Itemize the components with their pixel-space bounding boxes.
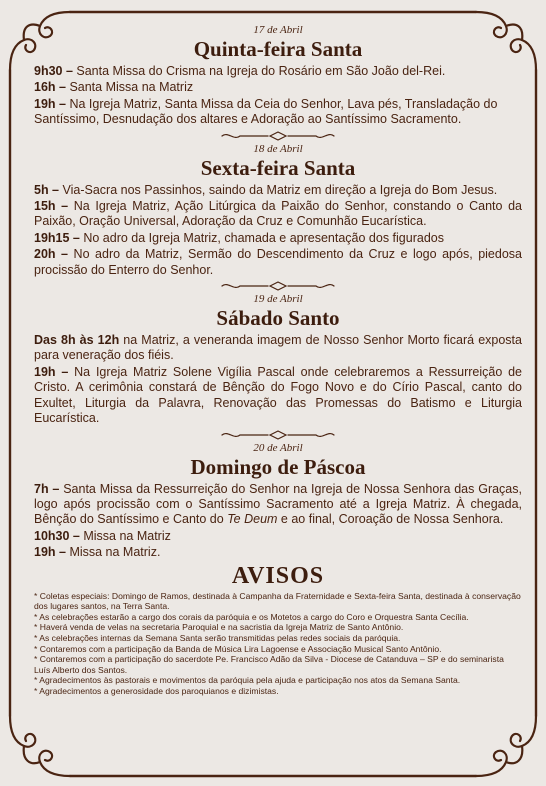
aviso-note: * Agradecimentos às pastorais e movimentos da paróquia pela ajuda e participação nos atos da Semana Santa. bbox=[34, 675, 461, 686]
section-date: 17 de Abril bbox=[253, 24, 303, 36]
section-date: 20 de Abril bbox=[253, 441, 303, 454]
schedule-item: 5h – Via-Sacra nos Passinhos, saindo da Matriz em direção a Igreja do Bom Jesus. bbox=[34, 182, 498, 197]
section-quinta-feira bbox=[34, 24, 522, 128]
divider-flourish-icon bbox=[218, 280, 338, 292]
schedule-item: 15h – Na Igreja Matriz, Ação Litúrgica da Paixão do Senhor, constando o Canto da Paixão, Oração Universal, Adoração da Cruz e Comunhão Eucarística. bbox=[34, 199, 522, 229]
section-title: Domingo de Páscoa bbox=[190, 454, 366, 479]
avisos-title: AVISOS bbox=[231, 562, 325, 589]
section-title: Quinta-feira Santa bbox=[193, 37, 363, 61]
schedule-item: 19h15 – No adro da Igreja Matriz, chamada e apresentação dos figurados bbox=[34, 230, 444, 245]
aviso-note: * As celebrações internas da Semana Santa serão transmitidas pelas redes sociais da paróquia. bbox=[34, 632, 401, 643]
schedule-item: 19h – Missa na Matriz. bbox=[34, 545, 161, 560]
schedule-item: 10h30 – Missa na Matriz bbox=[34, 528, 171, 543]
corner-scroll-ornament-bottom-right bbox=[476, 716, 536, 776]
schedule-item: 16h – Santa Missa na Matriz bbox=[34, 80, 194, 95]
aviso-note: * Contaremos com a participação da Banda de Música Lira Lagoense e Associação Musical Santo Antônio. bbox=[34, 643, 442, 654]
schedule-item: 19h – Na Igreja Matriz, Santa Missa da Ceia do Senhor, Lava pés, Transladação do Santíssimo, Desnudação dos altares e Adoração ao Santíssimo Sacramento. bbox=[34, 96, 498, 127]
section-title: Sábado Santo bbox=[216, 306, 340, 331]
schedule-item: 19h – Na Igreja Matriz Solene Vigília Pascal onde celebraremos a Ressurreição de Cristo. A cerimônia constará de Bênção do Fogo Novo e do Círio Pascal, canto do Exultet, Liturgia da Palavra, Renovação das Promessas do Batismo e Liturgia Eucarística. bbox=[34, 364, 523, 426]
schedule-content bbox=[34, 24, 522, 696]
schedule-item: Das 8h às 12h na Matriz, a veneranda imagem de Nosso Senhor Morto ficará exposta para veneração dos fiéis. bbox=[34, 333, 522, 363]
schedule-item: 7h – Santa Missa da Ressurreição do Senhor na Igreja de Nossa Senhora das Graças, logo após procissão com o Santíssimo Sacramento até a Igreja Matriz. À chegada, Bênção do Santíssimo e Canto do Te Deum e ao final, Coroação de Nossa Senhora. bbox=[34, 481, 522, 527]
divider-flourish-icon bbox=[218, 429, 338, 441]
section-date: 19 de Abril bbox=[253, 293, 303, 306]
schedule-item: 20h – No adro da Matriz, Sermão do Descendimento da Cruz e logo após, piedosa procissão do Enterro do Senhor. bbox=[34, 247, 522, 277]
aviso-note: * Haverá venda de velas na secretaria Paroquial e na sacristia da Igreja Matriz de Santo Antônio. bbox=[34, 622, 404, 633]
corner-scroll-ornament-bottom-left bbox=[10, 716, 70, 776]
aviso-note: * Agradecimentos a generosidade dos paroquianos e dizimistas. bbox=[34, 685, 279, 696]
aviso-note: * Contaremos com a participação do sacerdote Pe. Francisco Adão da Silva - Diocese de Catanduva – SP e do seminarista Luís Alberto dos Santos. bbox=[34, 654, 504, 675]
aviso-note: * As celebrações estarão a cargo dos corais da paróquia e os Motetos a cargo do Coro e Orquestra Santa Cecília. bbox=[34, 611, 469, 622]
aviso-note: * Coletas especiais: Domingo de Ramos, destinada à Campanha da Fraternidade e Sexta-feira Santa, destinada à conservação dos lugares santos, na Terra Santa. bbox=[34, 590, 521, 612]
section-domingo bbox=[34, 442, 522, 561]
divider-flourish-icon bbox=[218, 130, 338, 142]
section-sabado bbox=[34, 293, 522, 426]
section-sexta-feira bbox=[34, 143, 522, 278]
avisos-notes bbox=[34, 591, 522, 697]
schedule-item: 9h30 – Santa Missa do Crisma na Igreja do Rosário em São João del-Rei. bbox=[34, 64, 446, 78]
section-title: Sexta-feira Santa bbox=[200, 155, 356, 180]
section-date: 18 de Abril bbox=[253, 142, 303, 155]
